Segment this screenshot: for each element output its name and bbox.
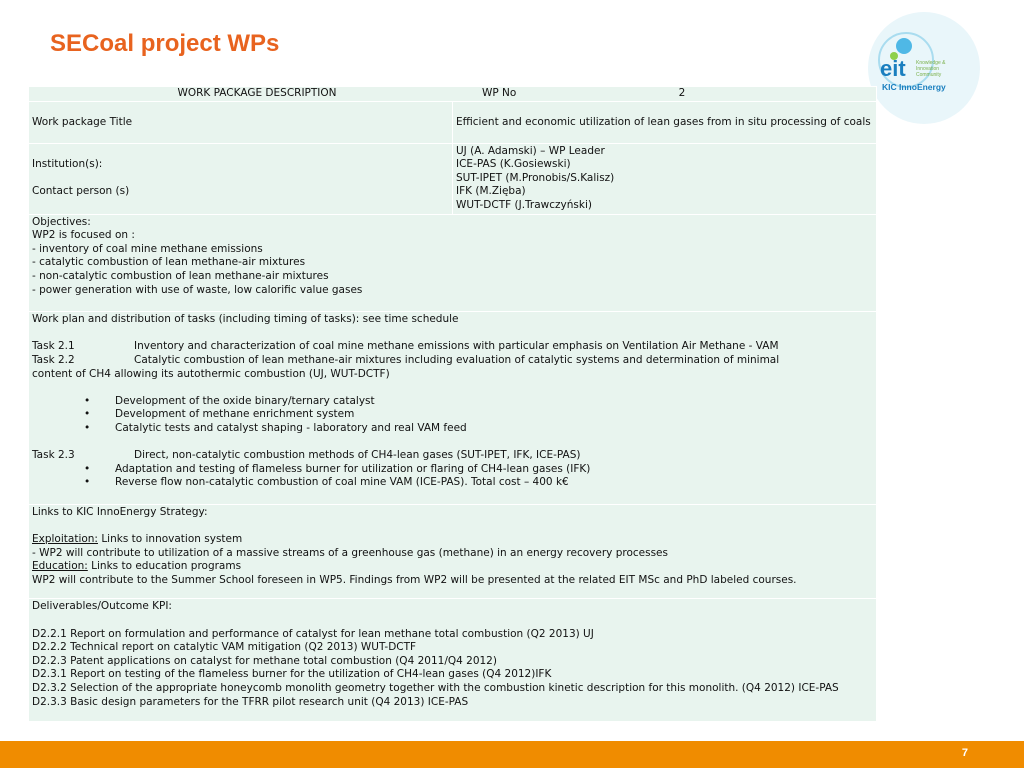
deliverable-item: D2.2.1 Report on formulation and performance of catalyst for lean methane total combustion (Q2 2013) UJ [32, 627, 594, 640]
deliverable-item: D2.3.3 Basic design parameters for the TFRR pilot research unit (Q4 2013) ICE-PAS [32, 695, 469, 708]
objectives-line: - power generation with use of waste, low calorific value gases [32, 283, 363, 296]
page-number: 7 [961, 747, 968, 759]
bullet-icon: • [84, 394, 91, 407]
logo-small-line: Knowledge & [916, 60, 946, 66]
task-text-continued: content of CH4 allowing its autothermic combustion (UJ, WUT-DCTF) [32, 367, 390, 380]
objectives-line: - inventory of coal mine methane emissions [32, 242, 263, 255]
title-value: Efficient and economic utilization of lean gases from in situ processing of coals [453, 101, 877, 143]
links-heading: Links to KIC InnoEnergy Strategy: [32, 505, 208, 518]
header-row [29, 87, 877, 102]
deliverables-row [29, 599, 877, 722]
exploitation-detail: - WP2 will contribute to utilization of a massive streams of a greenhouse gas (methane) in an energy recovery processes [32, 546, 668, 559]
objectives-cell [29, 214, 877, 312]
bullet-text: Development of methane enrichment system [115, 408, 355, 421]
workplan-heading: Work plan and distribution of tasks (including timing of tasks): see time schedule [32, 313, 459, 326]
title-label: Work package Title [29, 101, 453, 143]
task-id: Task 2.3 [32, 449, 75, 462]
bullet-item [32, 463, 873, 477]
person-item: WUT-DCTF (J.Trawczyński) [456, 198, 592, 211]
deliverable-item: D2.2.3 Patent applications on catalyst for methane total combustion (Q4 2011/Q4 2012) [32, 654, 497, 667]
bullet-item [32, 408, 873, 422]
exploitation-label: Exploitation: [32, 533, 98, 546]
objectives-line: Objectives: [32, 215, 91, 228]
logo-brand: eit [880, 56, 906, 81]
bullet-text: Adaptation and testing of flameless burner for utilization or flaring of CH4-lean gases (IFK) [115, 462, 591, 475]
education-label: Education: [32, 560, 88, 573]
objectives-line: - non-catalytic combustion of lean methane-air mixtures [32, 269, 329, 282]
exploitation-line [32, 533, 873, 547]
person-item: IFK (M.Zięba) [456, 185, 526, 198]
bullet-icon: • [84, 476, 91, 489]
logo-dot-icon [896, 38, 912, 54]
links-row [29, 504, 877, 599]
slide-title: SECoal project WPs [50, 30, 280, 57]
institution-label-cell [29, 143, 453, 214]
objectives-line: WP2 is focused on : [32, 229, 135, 242]
task-id: Task 2.1 [32, 340, 75, 353]
task-text: Direct, non-catalytic combustion methods of CH4-lean gases (SUT-IPET, IFK, ICE-PAS) [134, 449, 581, 462]
bullet-icon: • [84, 462, 91, 475]
logo-kic-text: KIC InnoEnergy [882, 82, 946, 92]
person-item: SUT-IPET (M.Pronobis/S.Kalisz) [456, 171, 615, 184]
header-cell [29, 87, 877, 102]
contact-person-label: Contact person (s) [32, 184, 130, 197]
header-wp-no: WP No [482, 87, 517, 99]
logo-small-line: Innovation [916, 66, 940, 72]
bullet-item [32, 476, 873, 490]
person-item: UJ (A. Adamski) – WP Leader [456, 144, 605, 157]
deliverable-item: D2.3.2 Selection of the appropriate honeycomb monolith geometry together with the combustion kinetic description for this monolith. (Q4 2012) ICE-PAS [32, 681, 839, 694]
logo-small-line: Community [916, 72, 942, 78]
education-detail: WP2 will contribute to the Summer School foreseen in WP5. Findings from WP2 will be presented at the related EIT MSc and PhD labeled courses. [32, 573, 797, 586]
bullet-icon: • [84, 408, 91, 421]
objectives-row [29, 214, 877, 312]
footer-bar [0, 741, 1024, 768]
person-item: ICE-PAS (K.Gosiewski) [456, 158, 571, 171]
institution-label: Institution(s): [32, 157, 103, 170]
workplan-row [29, 312, 877, 505]
deliverable-item: D2.2.2 Technical report on catalytic VAM mitigation (Q2 2013) WUT-DCTF [32, 641, 417, 654]
workplan-cell [29, 312, 877, 505]
institution-row [29, 143, 877, 214]
deliverables-cell [29, 599, 877, 722]
header-work-package-description: WORK PACKAGE DESCRIPTION [177, 87, 337, 99]
task-id: Task 2.2 [32, 353, 75, 366]
bullet-item [32, 422, 873, 436]
deliverable-item: D2.3.1 Report on testing of the flameless burner for the utilization of CH4-lean gases (Q4 2012)IFK [32, 668, 552, 681]
education-line [32, 560, 873, 574]
education-text: Links to education programs [87, 560, 242, 573]
exploitation-text: Links to innovation system [97, 533, 243, 546]
task-2-3 [32, 449, 873, 463]
task-2-1 [32, 340, 873, 354]
task-text: Inventory and characterization of coal mine methane emissions with particular emphasis on Ventilation Air Methane - VAM [134, 340, 779, 353]
bullet-text: Development of the oxide binary/ternary catalyst [115, 394, 375, 407]
task-2-2 [32, 354, 873, 368]
eit-kic-innoenergy-logo [868, 12, 980, 124]
bullet-text: Reverse flow non-catalytic combustion of coal mine VAM (ICE-PAS). Total cost – 400 k€ [115, 476, 569, 489]
task-text: Catalytic combustion of lean methane-air mixtures including evaluation of catalytic systems and determination of minimal [134, 353, 780, 366]
bullet-icon: • [84, 421, 91, 434]
links-cell [29, 504, 877, 599]
title-row [29, 101, 877, 143]
institution-people-cell [453, 143, 877, 214]
bullet-text: Catalytic tests and catalyst shaping - laboratory and real VAM feed [115, 421, 467, 434]
bullet-item [32, 395, 873, 409]
header-wp-number: 2 [678, 87, 686, 99]
deliverables-heading: Deliverables/Outcome KPI: [32, 600, 172, 613]
objectives-line: - catalytic combustion of lean methane-air mixtures [32, 256, 306, 269]
work-package-table [28, 86, 877, 722]
